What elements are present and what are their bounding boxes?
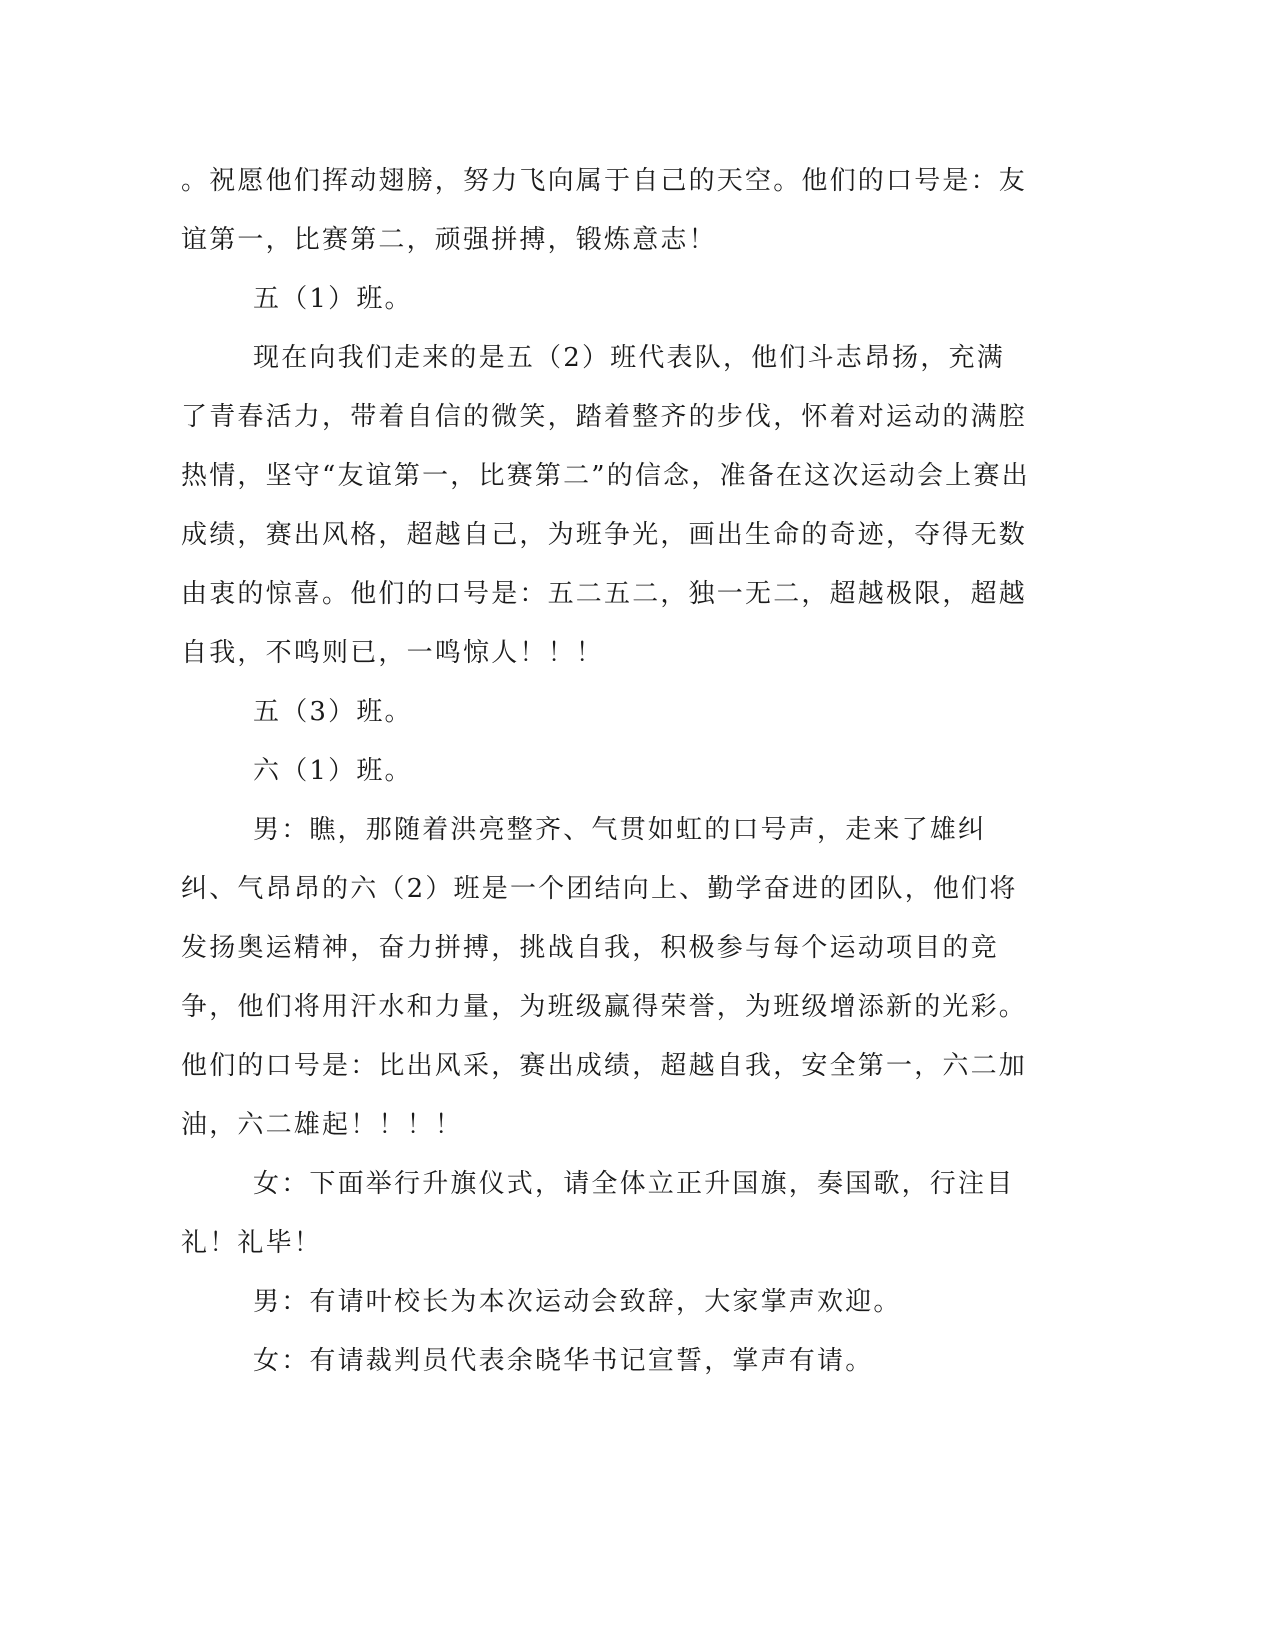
paragraph-9: 女：有请裁判员代表余晓华书记宣誓，掌声有请。 xyxy=(253,1346,874,1376)
paragraph-8: 男：有请叶校长为本次运动会致辞，大家掌声欢迎。 xyxy=(253,1287,902,1317)
paragraph-3: 现在向我们走来的是五（2）班代表队，他们斗志昂扬，充满了青春活力，带着自信的微笑，踏着整齐的步伐，怀着对运动的满腔热情，坚守“友谊第一，比赛第二”的信念，准备在这次运动会上赛出成绩，赛出风格，超越自己，为班争光，画出生命的奇迹，夺得无数由衷的惊喜。他们的口号是：五二五二，独一无二，超越极限，超越自我，不鸣则已，一鸣惊人！！！ xyxy=(181,343,1030,668)
paragraph-2: 五（1）班。 xyxy=(253,284,413,314)
paragraph-5: 六（1）班。 xyxy=(253,756,413,786)
document-page xyxy=(181,152,1031,1391)
paragraph-1: 。祝愿他们挥动翅膀，努力飞向属于自己的天空。他们的口号是：友谊第一，比赛第二，顽强拼搏，锻炼意志！ xyxy=(181,166,1028,255)
paragraph-6: 男：瞧，那随着洪亮整齐、气贯如虹的口号声，走来了雄纠纠、气昂昂的六（2）班是一个团结向上、勤学奋进的团队，他们将发扬奥运精神，奋力拼搏，挑战自我，积极参与每个运动项目的竞争，他们将用汗水和力量，为班级赢得荣誉，为班级增添新的光彩。他们的口号是：比出风采，赛出成绩，超越自我，安全第一，六二加油，六二雄起！！！！ xyxy=(181,815,1028,1140)
paragraph-7: 女：下面举行升旗仪式，请全体立正升国旗，奏国歌，行注目礼！礼毕！ xyxy=(181,1169,1015,1258)
paragraph-4: 五（3）班。 xyxy=(253,697,413,727)
